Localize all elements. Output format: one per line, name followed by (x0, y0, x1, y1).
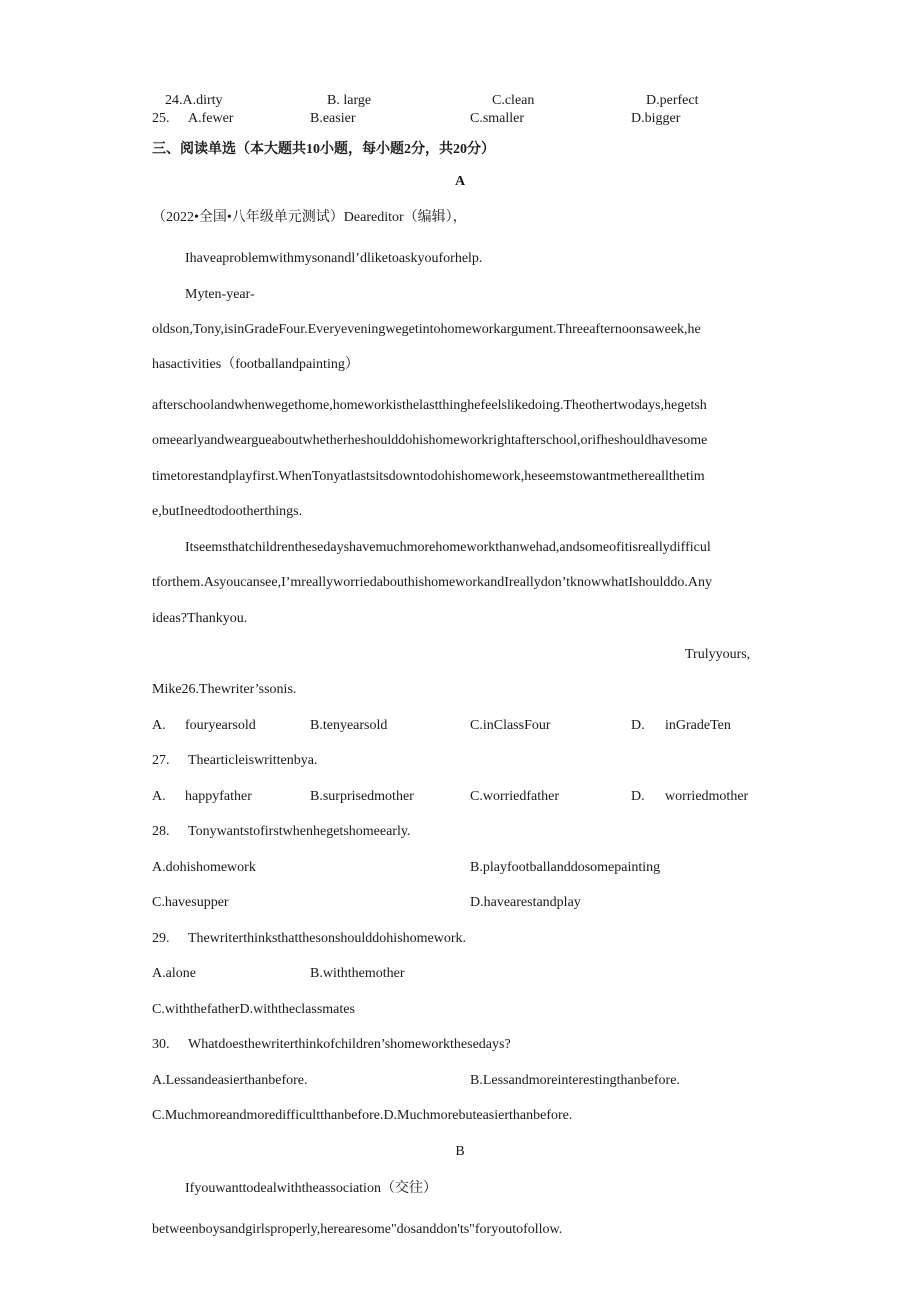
q27-number: 27. (152, 753, 170, 768)
passage-a-line: Itseemsthatchildrenthesedayshavemuchmorehomeworkthanwehad,andsomeofitisreallydifficul (185, 540, 711, 555)
passage-a-line: hasactivities（footballandpainting） (152, 357, 359, 372)
passage-a-line: Myten-year- (185, 287, 255, 302)
q27-option-d-letter: D. (631, 789, 645, 804)
q26-option-d: inGradeTen (665, 718, 731, 733)
q27-option-b: B.surprisedmother (310, 789, 414, 804)
passage-a-label: A (454, 174, 466, 189)
q27-option-d: worriedmother (665, 789, 749, 804)
passage-a-signature-q26: Mike26.Thewriter’ssonis. (152, 682, 297, 697)
passage-a-source: （2022•全国•八年级单元测试）Deareditor（编辑）， (152, 210, 467, 225)
q29-stem: Thewriterthinksthatthesonshoulddohishomework. (188, 931, 467, 946)
q26-option-a: fouryearsold (185, 718, 256, 733)
passage-a-line: tforthem.Asyoucansee,I’mreallyworriedabouthishomeworkandIreallydon’tknowwhatIshoulddo.Any (152, 575, 712, 590)
q29-option-a: A.alone (152, 966, 196, 981)
q27-option-c: C.worriedfather (470, 789, 560, 804)
q27-option-a-letter: A. (152, 789, 166, 804)
passage-a-line: e,butIneedtodootherthings. (152, 504, 303, 519)
q27-option-a: happyfather (185, 789, 252, 804)
q28-option-c: C.havesupper (152, 895, 229, 910)
q28-number: 28. (152, 824, 170, 839)
passage-a-line: timetorestandplayfirst.WhenTonyatlastsitsdowntodohishomework,heseemstowantmethereallthetim (152, 469, 705, 484)
q30-number: 30. (152, 1037, 170, 1052)
q28-stem: Tonywantstofirstwhenhegetshomeearly. (188, 824, 411, 839)
q25-option-d: D.bigger (631, 111, 681, 126)
q26-option-c: C.inClassFour (470, 718, 551, 733)
passage-b-line: betweenboysandgirlsproperly,herearesome"dosanddon'ts"foryoutofollow. (152, 1222, 563, 1237)
passage-a-line: Ihaveaproblemwithmysonandl’dliketoaskyouforhelp. (185, 251, 483, 266)
q24-option-c: C.clean (492, 93, 535, 108)
passage-a-line: ideas?Thankyou. (152, 611, 248, 626)
q24-option-a: 24.A.dirty (165, 93, 223, 108)
passage-b-label: B (455, 1144, 465, 1159)
q30-stem: Whatdoesthewriterthinkofchildren’shomeworkthesedays? (188, 1037, 511, 1052)
q24-option-b: B. large (327, 93, 372, 108)
q29-option-cd: C.withthefatherD.withtheclassmates (152, 1002, 355, 1017)
q26-option-a-letter: A. (152, 718, 166, 733)
passage-a-line: omeearlyandweargueaboutwhetherheshoulddohishomeworkrightafterschool,orifheshouldhavesome (152, 433, 708, 448)
q26-option-b: B.tenyearsold (310, 718, 388, 733)
q26-option-d-letter: D. (631, 718, 645, 733)
passage-a-line: oldson,Tony,isinGradeFour.Everyeveningwegetintohomeworkargument.Threeafternoonsaweek,he (152, 322, 701, 337)
q28-option-d: D.havearestandplay (470, 895, 581, 910)
q29-number: 29. (152, 931, 170, 946)
q25-option-c: C.smaller (470, 111, 525, 126)
q28-option-a: A.dohishomework (152, 860, 256, 875)
q30-option-cd: C.Muchmoreandmoredifficultthanbefore.D.Muchmorebuteasierthanbefore. (152, 1108, 573, 1123)
q30-option-b: B.Lessandmoreinterestingthanbefore. (470, 1073, 680, 1088)
q29-option-b: B.withthemother (310, 966, 405, 981)
section-heading: 三、阅读单选（本大题共10小题，每小题2分，共20分） (152, 142, 495, 157)
passage-a-line: afterschoolandwhenwegethome,homeworkisthelastthinghefeelslikedoing.Theothertwodays,hegetsh (152, 398, 707, 413)
passage-b-line: Ifyouwanttodealwiththeassociation（交往） (185, 1181, 437, 1196)
passage-a-closing: Trulyyours, (685, 647, 751, 662)
q25-number: 25. (152, 111, 170, 126)
q27-stem: Thearticleiswrittenbya. (188, 753, 318, 768)
q25-option-b: B.easier (310, 111, 356, 126)
q28-option-b: B.playfootballanddosomepainting (470, 860, 661, 875)
q24-option-d: D.perfect (646, 93, 699, 108)
q30-option-a: A.Lessandeasierthanbefore. (152, 1073, 308, 1088)
q25-option-a: A.fewer (188, 111, 234, 126)
